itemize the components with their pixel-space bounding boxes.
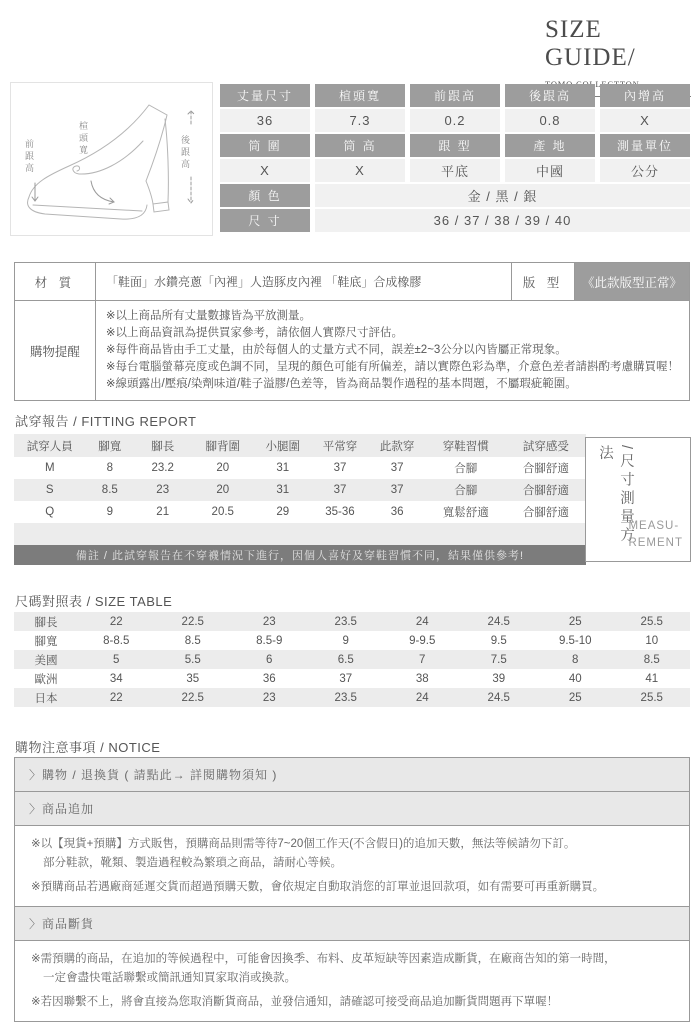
spec-header-cell: 測量單位 xyxy=(600,134,690,157)
material-value: 「鞋面」水鑽亮蔥「內裡」人造豚皮內裡 「鞋底」合成橡膠 xyxy=(106,275,422,289)
size-cell: 40 xyxy=(568,672,582,685)
material-box xyxy=(14,262,690,401)
fitting-note-bar: 備註 / 此試穿報告在不穿襪情況下進行，因個人喜好及穿鞋習慣不同，結果僅供參考! xyxy=(14,545,586,565)
notice-line: ※以【現貨+預購】方式販售，預購商品則需等待7~20個工作天(不含假日)的追加天數，無法等候請勿下訂。 xyxy=(31,838,576,850)
diagram-label-front-height: 前跟高 xyxy=(24,139,34,175)
fitting-cell: 8.5 xyxy=(101,484,118,496)
diagram-label-heel-height: 後跟高 xyxy=(180,135,190,171)
fitting-header-row xyxy=(14,434,586,457)
size-cell: 36 xyxy=(262,672,276,685)
spec-size-value: 36 / 37 / 38 / 39 / 40 xyxy=(315,209,690,232)
size-row-label: 日本 xyxy=(34,692,58,705)
fitting-header-cell: 穿鞋習慣 xyxy=(442,440,489,453)
size-cell: 24 xyxy=(415,615,429,628)
fitting-cell: M xyxy=(44,462,55,474)
spec-header-cell: 筒 高 xyxy=(315,134,405,157)
addition-content xyxy=(15,826,689,907)
measurement-method-label-en xyxy=(628,518,683,553)
spec-value-cell: X xyxy=(220,159,310,182)
measurement-method-box xyxy=(585,437,691,562)
fitting-cell: 合腳舒適 xyxy=(522,463,569,475)
spec-value-cell: X xyxy=(315,159,405,182)
fitting-cell: 23.2 xyxy=(151,462,174,474)
reminder-label: 購物提醒 xyxy=(15,301,96,400)
spec-header-cell: 跟 型 xyxy=(410,134,500,157)
size-cell: 8.5-9 xyxy=(256,634,283,647)
fitting-header-cell: 此款穿 xyxy=(379,440,415,453)
fitting-cell: 36 xyxy=(390,506,404,518)
spec-header-cell: 產 地 xyxy=(505,134,595,157)
spec-header-cell: 楦頭寬 xyxy=(315,84,405,107)
size-cell: 8 xyxy=(572,653,579,666)
size-cell: 41 xyxy=(645,672,659,685)
fitting-cell: 8 xyxy=(106,462,113,474)
spec-header-cell: 丈量尺寸 xyxy=(220,84,310,107)
fitting-cell: 31 xyxy=(276,462,290,474)
fitting-empty-row xyxy=(14,523,586,546)
size-cell: 25 xyxy=(568,691,582,704)
version-value-badge: 《此款版型正常》 xyxy=(574,263,689,300)
material-label: 材 質 xyxy=(15,263,96,300)
size-chart-row xyxy=(14,612,690,631)
size-cell: 24.5 xyxy=(487,615,510,628)
size-chart-row xyxy=(14,650,690,669)
fitting-cell: 37 xyxy=(333,462,347,474)
fitting-cell: 合腳舒適 xyxy=(522,507,569,519)
reminder-line: ※以上商品資訊為提供買家參考，請依個人實際尺寸評估。 xyxy=(105,327,403,339)
size-cell: 6.5 xyxy=(337,653,354,666)
reminder-lines xyxy=(96,301,689,400)
size-cell: 34 xyxy=(109,672,123,685)
fitting-header-cell: 平常穿 xyxy=(322,440,358,453)
soldout-content xyxy=(15,941,689,1021)
size-table xyxy=(14,612,690,707)
fitting-cell: 37 xyxy=(390,462,404,474)
size-cell: 38 xyxy=(415,672,429,685)
size-cell: 23.5 xyxy=(334,691,357,704)
size-row-label: 歐洲 xyxy=(34,673,58,686)
size-chart-row xyxy=(14,631,690,650)
soldout-section-bar: 〉商品斷貨 xyxy=(15,907,689,941)
fitting-cell: Q xyxy=(45,506,55,518)
fitting-data-row xyxy=(14,501,586,523)
size-cell: 25.5 xyxy=(640,691,663,704)
notice-line: ※需預購的商品，在追加的等候過程中，可能會因換季、布料、皮革短缺等因素造成斷貨，在廠商告知的第一時間， xyxy=(31,953,616,965)
size-cell: 22.5 xyxy=(181,615,204,628)
fitting-cell: 35-36 xyxy=(325,506,355,518)
spec-value-cell: 36 xyxy=(220,109,310,132)
spec-value-cell: 中國 xyxy=(505,159,595,182)
spec-value-cell: 公分 xyxy=(600,159,690,182)
size-cell: 39 xyxy=(492,672,506,685)
fitting-data-row xyxy=(14,457,586,479)
measurement-en-line2: REMENT xyxy=(628,536,683,549)
size-cell: 25 xyxy=(568,615,582,628)
addition-section-bar: 〉商品追加 xyxy=(15,792,689,826)
notice-title: 購物注意事項 / NOTICE xyxy=(15,740,161,755)
fitting-header-cell: 腳寬 xyxy=(98,440,122,453)
fitting-data-row xyxy=(14,479,586,501)
diagram-label-toe-width: 楦頭寬 xyxy=(78,121,88,157)
fitting-cell: 37 xyxy=(333,484,347,496)
size-cell: 22.5 xyxy=(181,691,204,704)
size-cell: 6 xyxy=(266,653,273,666)
size-cell: 10 xyxy=(645,634,659,647)
fitting-header-cell: 試穿感受 xyxy=(522,440,569,453)
spec-header-cell: 後跟高 xyxy=(505,84,595,107)
material-row xyxy=(15,263,689,301)
reminder-line: ※每件商品皆由手工丈量，由於每個人的丈量方式不同，誤差±2~3公分以內皆屬正常現象。 xyxy=(105,344,567,356)
spec-header-cell: 前跟高 xyxy=(410,84,500,107)
page-title-line1: SIZE xyxy=(545,16,602,43)
notice-line: 部分鞋款，靴類、製造過程較為繁瑣之商品，請耐心等候。 xyxy=(43,857,342,869)
spec-size-label: 尺 寸 xyxy=(220,209,310,232)
size-chart-row xyxy=(14,688,690,707)
fitting-header-cell: 腳長 xyxy=(151,440,175,453)
spec-header-cell: 筒 圍 xyxy=(220,134,310,157)
reminder-row xyxy=(15,301,689,400)
size-cell: 23.5 xyxy=(334,615,357,628)
fitting-cell: 合腳舒適 xyxy=(522,485,569,497)
fitting-table xyxy=(14,434,586,551)
size-cell: 7.5 xyxy=(490,653,507,666)
spec-grid xyxy=(220,84,690,232)
page-title-line2: GUIDE/ xyxy=(545,44,636,71)
fitting-cell: 寬鬆舒適 xyxy=(442,507,489,519)
fitting-cell: 20 xyxy=(216,484,230,496)
fitting-cell: 20.5 xyxy=(211,506,234,518)
fitting-header-cell: 試穿人員 xyxy=(26,440,73,453)
size-cell: 8.5 xyxy=(643,653,660,666)
size-cell: 9.5-10 xyxy=(558,634,592,647)
fitting-cell: S xyxy=(45,484,54,496)
reminder-line: ※每台電腦螢幕亮度或色調不同，呈現的顏色可能有所偏差，請以實際色彩為準，介意色差者請斟酌考慮購買喔！ xyxy=(105,361,679,373)
fitting-header-cell: 小腿圍 xyxy=(265,440,301,453)
version-label: 版 型 xyxy=(511,263,574,300)
spec-color-value: 金 / 黑 / 銀 xyxy=(315,184,690,207)
size-cell: 9 xyxy=(342,634,349,647)
spec-color-label: 顏 色 xyxy=(220,184,310,207)
size-cell: 8-8.5 xyxy=(103,634,130,647)
size-cell: 23 xyxy=(262,615,276,628)
notice-line: 一定會盡快電話聯繫或簡訊通知買家取消或換款。 xyxy=(43,972,296,984)
fitting-cell: 合腳 xyxy=(454,485,478,497)
size-chart-row xyxy=(14,669,690,688)
spec-value-cell: 0.8 xyxy=(505,109,595,132)
size-cell: 5.5 xyxy=(184,653,201,666)
size-cell: 22 xyxy=(109,615,123,628)
fitting-cell: 21 xyxy=(156,506,170,518)
notice-box xyxy=(14,757,690,1022)
fitting-report-title: 試穿報告 / FITTING REPORT xyxy=(15,414,197,429)
size-table-title: 尺碼對照表 / SIZE TABLE xyxy=(15,594,173,609)
shoe-measurement-diagram xyxy=(10,82,213,236)
fitting-cell: 31 xyxy=(276,484,290,496)
size-cell: 23 xyxy=(262,691,276,704)
notice-line: ※預購商品若遇廠商延遲交貨而超過預購天數，會依規定自動取消您的訂單並退回款項，如有需要可再重新購買。 xyxy=(31,881,605,893)
size-cell: 7 xyxy=(419,653,426,666)
size-row-label: 腳寬 xyxy=(34,635,58,648)
size-cell: 25.5 xyxy=(640,615,663,628)
size-cell: 22 xyxy=(109,691,123,704)
spec-value-cell: 0.2 xyxy=(410,109,500,132)
reminder-line: ※線頭露出/壓痕/染劑味道/鞋子溢膠/色差等，皆為商品製作過程的基本問題，不屬瑕疵範圍。 xyxy=(105,378,577,390)
notice-line: ※若因聯繫不上，將會直接為您取消斷貨商品，並發信通知，請確認可接受商品追加斷貨問題再下單喔！ xyxy=(31,996,559,1008)
measurement-en-line1: MEASU- xyxy=(628,519,680,532)
measurement-method-label-cn: /尺寸測量方法 xyxy=(597,445,634,546)
spec-header-cell: 內增高 xyxy=(600,84,690,107)
fitting-cell: 9 xyxy=(106,506,113,518)
size-cell: 9-9.5 xyxy=(409,634,436,647)
fitting-cell: 23 xyxy=(156,484,170,496)
return-policy-link-bar[interactable]: 〉購物 / 退換貨 ( 請點此→ 詳閱購物須知 ) xyxy=(15,758,689,792)
size-row-label: 美國 xyxy=(34,654,58,667)
fitting-cell: 29 xyxy=(276,506,290,518)
spec-value-cell: 平底 xyxy=(410,159,500,182)
size-row-label: 腳長 xyxy=(34,616,58,629)
size-cell: 8.5 xyxy=(184,634,201,647)
size-cell: 37 xyxy=(339,672,353,685)
spec-value-cell: X xyxy=(600,109,690,132)
fitting-cell: 合腳 xyxy=(454,463,478,475)
reminder-line: ※以上商品所有丈量數據皆為平放測量。 xyxy=(105,310,311,322)
fitting-cell: 20 xyxy=(216,462,230,474)
size-cell: 35 xyxy=(186,672,200,685)
fitting-header-cell: 腳背圍 xyxy=(205,440,240,453)
size-cell: 9.5 xyxy=(490,634,507,647)
size-cell: 24.5 xyxy=(487,691,510,704)
size-cell: 24 xyxy=(415,691,429,704)
size-cell: 5 xyxy=(113,653,120,666)
spec-value-cell: 7.3 xyxy=(315,109,405,132)
fitting-cell: 37 xyxy=(390,484,404,496)
